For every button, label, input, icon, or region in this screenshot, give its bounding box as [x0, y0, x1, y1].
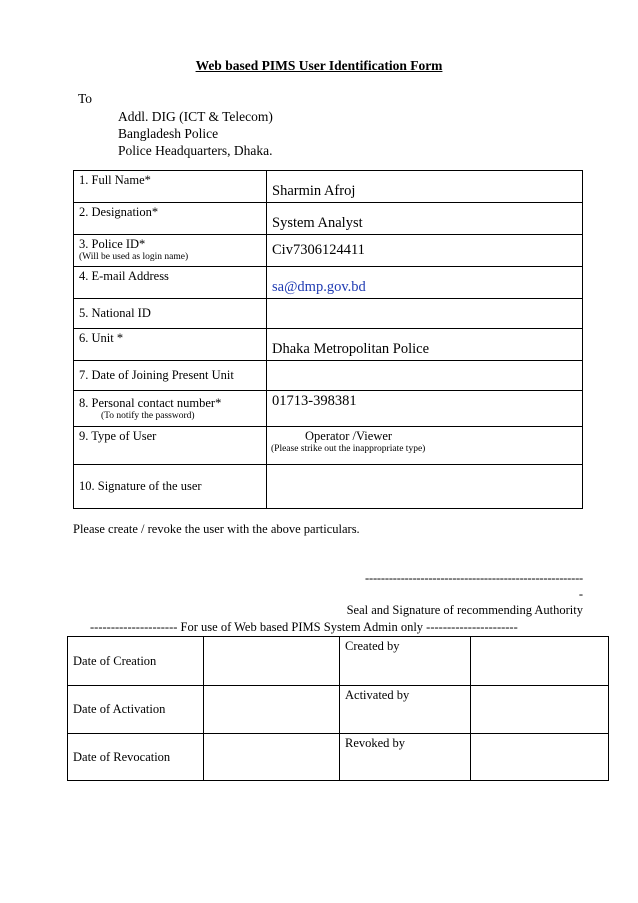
admin-value-revocation[interactable]	[204, 734, 340, 781]
field-label-national-id: 5. National ID	[74, 299, 267, 329]
admin-value-activated-by[interactable]	[471, 686, 609, 734]
field-row-designation	[74, 203, 583, 235]
admin-row-creation	[68, 637, 609, 686]
admin-section-header: --------------------- For use of Web based PIMS System Admin only ----------------------	[90, 620, 518, 634]
signature-dash-line: -------------------------------------------------------	[365, 571, 583, 585]
field-value-designation[interactable]: System Analyst	[267, 203, 583, 235]
field-row-signature	[74, 465, 583, 509]
admin-table	[67, 636, 609, 781]
field-label-email: 4. E-mail Address	[74, 267, 267, 299]
request-note: Please create / revoke the user with the above particulars.	[73, 522, 360, 536]
field-value-signature[interactable]	[267, 465, 583, 509]
admin-label-activated-by: Activated by	[340, 686, 471, 734]
police-id-note: (Will be used as login name)	[79, 252, 189, 262]
field-value-police-id[interactable]: Civ7306124411	[267, 235, 583, 267]
field-row-joining-date	[74, 361, 583, 391]
admin-row-activation	[68, 686, 609, 734]
field-label-police-id	[74, 235, 267, 267]
address-line-1: Addl. DIG (ICT & Telecom)	[118, 109, 273, 124]
field-label-contact	[74, 391, 267, 427]
admin-value-creation[interactable]	[204, 637, 340, 686]
police-id-label: 3. Police ID*	[79, 237, 146, 251]
field-label-joining-date: 7. Date of Joining Present Unit	[74, 361, 267, 391]
user-type-note: (Please strike out the inappropriate type)	[271, 444, 426, 454]
contact-label: 8. Personal contact number*	[79, 396, 222, 410]
to-label: To	[78, 91, 93, 106]
admin-label-revocation: Date of Revocation	[68, 734, 204, 781]
admin-value-created-by[interactable]	[471, 637, 609, 686]
admin-label-activation: Date of Activation	[68, 686, 204, 734]
user-identification-table	[73, 170, 583, 509]
signature-label: Seal and Signature of recommending Authority	[346, 603, 583, 617]
admin-value-revoked-by[interactable]	[471, 734, 609, 781]
form-title: Web based PIMS User Identification Form	[195, 58, 443, 73]
contact-note: (To notify the password)	[101, 411, 195, 421]
field-value-unit[interactable]: Dhaka Metropolitan Police	[267, 329, 583, 361]
field-row-user-type	[74, 427, 583, 465]
field-value-user-type	[267, 427, 583, 465]
admin-label-revoked-by: Revoked by	[340, 734, 471, 781]
field-value-joining-date[interactable]	[267, 361, 583, 391]
field-label-unit: 6. Unit *	[74, 329, 267, 361]
admin-row-revocation	[68, 734, 609, 781]
user-type-options[interactable]: Operator /Viewer	[305, 429, 393, 443]
field-label-user-type: 9. Type of User	[74, 427, 267, 465]
address-line-2: Bangladesh Police	[118, 126, 219, 141]
admin-label-creation: Date of Creation	[68, 637, 204, 686]
field-row-unit	[74, 329, 583, 361]
field-row-national-id	[74, 299, 583, 329]
field-label-full-name: 1. Full Name*	[74, 171, 267, 203]
admin-label-created-by: Created by	[340, 637, 471, 686]
field-value-national-id[interactable]	[267, 299, 583, 329]
address-line-3: Police Headquarters, Dhaka.	[118, 143, 273, 158]
signature-dash-end: -	[578, 587, 583, 601]
field-label-designation: 2. Designation*	[74, 203, 267, 235]
field-value-full-name[interactable]: Sharmin Afroj	[267, 171, 583, 203]
field-value-email[interactable]: sa@dmp.gov.bd	[267, 267, 583, 299]
field-row-full-name	[74, 171, 583, 203]
field-row-email	[74, 267, 583, 299]
field-value-contact[interactable]: 01713-398381	[267, 391, 583, 427]
field-row-police-id	[74, 235, 583, 267]
field-row-contact	[74, 391, 583, 427]
admin-value-activation[interactable]	[204, 686, 340, 734]
field-label-signature: 10. Signature of the user	[74, 465, 267, 509]
